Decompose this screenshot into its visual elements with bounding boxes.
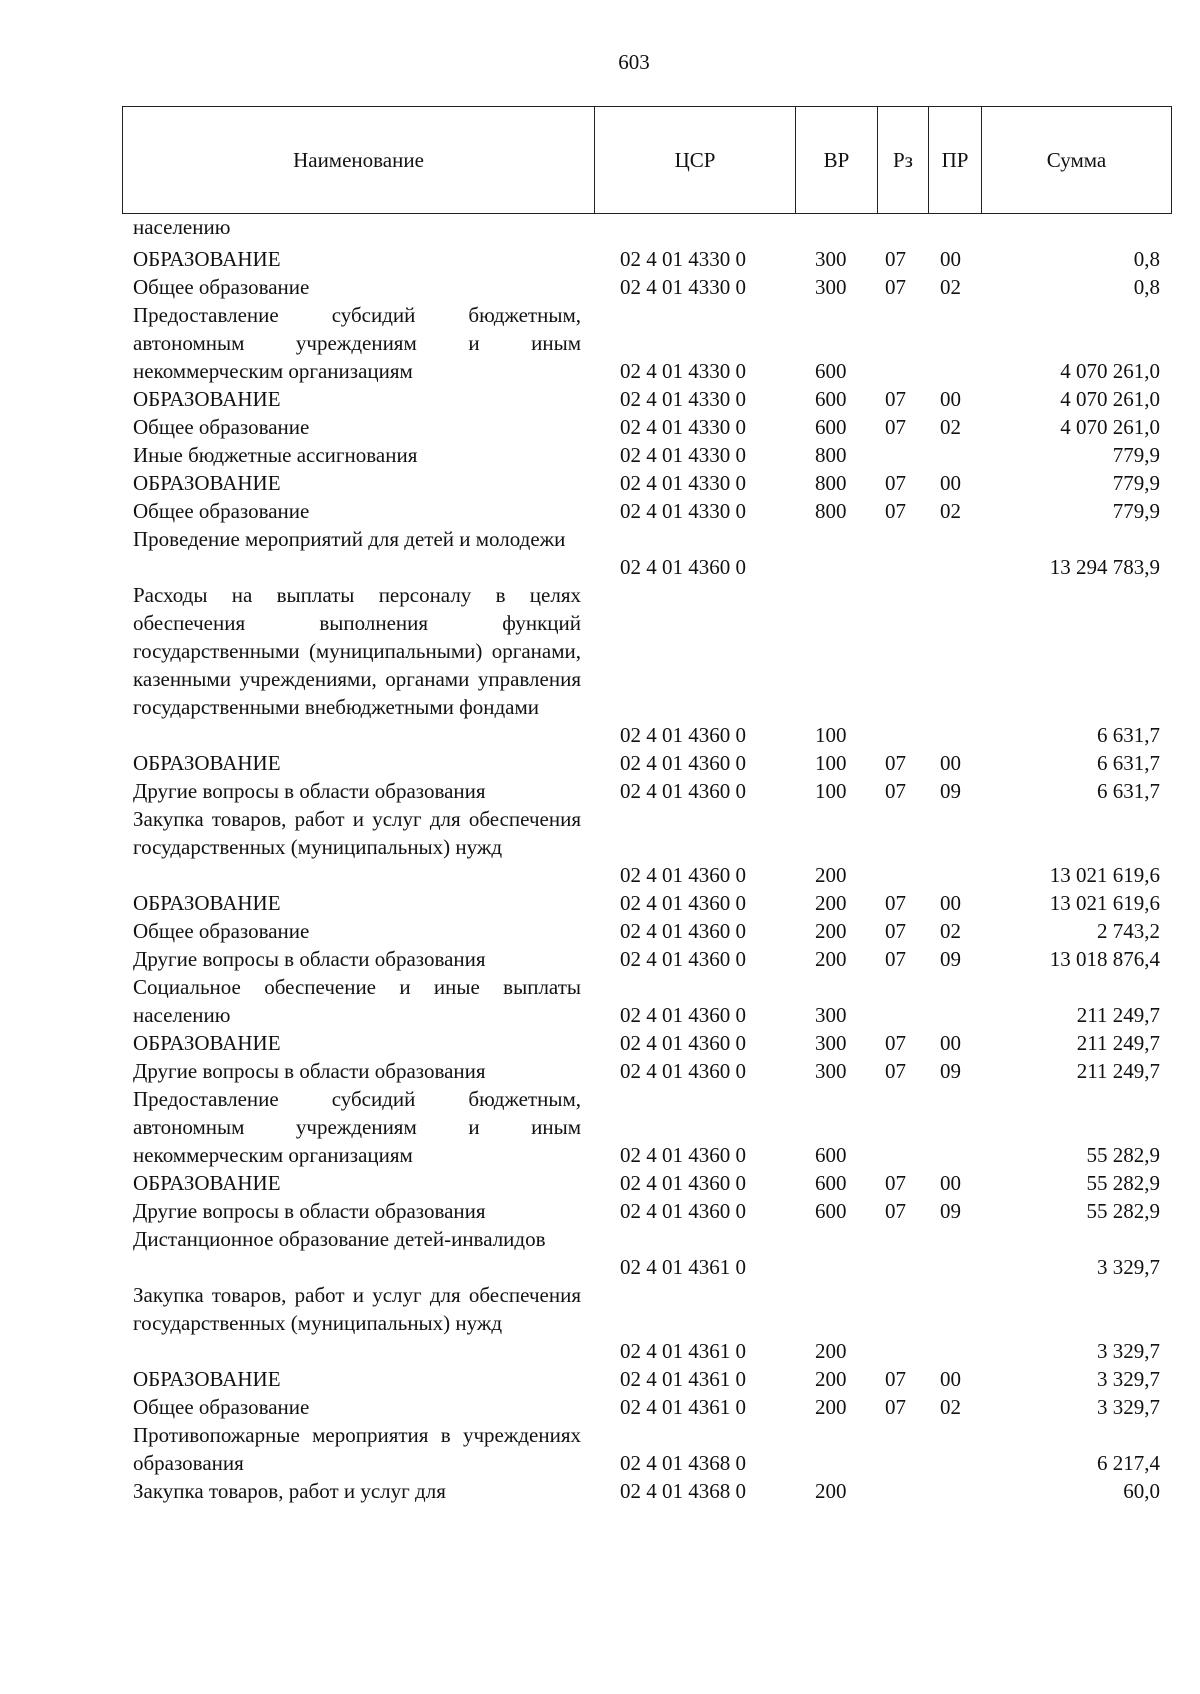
table-row (0, 1393, 1200, 1421)
row-pr: 00 (940, 471, 961, 495)
row-sum: 211 249,7 (1076, 1003, 1160, 1027)
row-rz: 07 (885, 1367, 906, 1391)
row-sum: 779,9 (1112, 443, 1160, 467)
row-csr: 02 4 01 4360 0 (620, 1031, 746, 1055)
row-vr: 200 (815, 1479, 847, 1503)
row-name: Другие вопросы в области образования (133, 1059, 486, 1083)
row-csr: 02 4 01 4360 0 (620, 891, 746, 915)
row-vr: 300 (815, 247, 847, 271)
row-sum: 4 070 261,0 (1060, 387, 1160, 411)
row-pr: 09 (940, 1059, 961, 1083)
row-rz: 07 (885, 1171, 906, 1195)
row-name: Социальное обеспечение и иные выплаты населению (133, 975, 581, 1027)
row-vr: 100 (815, 723, 847, 747)
row-rz: 07 (885, 1395, 906, 1419)
row-csr: 02 4 01 4361 0 (620, 1339, 746, 1363)
row-name: Противопожарные мероприятия в учреждениях образования (133, 1423, 581, 1475)
row-name: Другие вопросы в области образования (133, 947, 486, 971)
row-rz: 07 (885, 275, 906, 299)
row-sum: 3 329,7 (1097, 1395, 1160, 1419)
row-csr: 02 4 01 4330 0 (620, 387, 746, 411)
row-pr: 02 (940, 415, 961, 439)
row-csr: 02 4 01 4360 0 (620, 947, 746, 971)
table-row (0, 581, 1200, 749)
page-number: 603 (618, 50, 650, 74)
row-csr: 02 4 01 4360 0 (620, 1171, 746, 1195)
row-vr: 300 (815, 1059, 847, 1083)
row-csr: 02 4 01 4330 0 (620, 415, 746, 439)
row-name: Общее образование (133, 1395, 310, 1419)
row-sum: 3 329,7 (1097, 1339, 1160, 1363)
row-sum: 0,8 (1133, 247, 1160, 271)
row-pr: 09 (940, 1199, 961, 1223)
row-vr: 800 (815, 443, 847, 467)
row-name: ОБРАЗОВАНИЕ (133, 1171, 281, 1195)
row-name: Предоставление субсидий бюджетным, автономным учреждениям и иным некоммерческим организациям (133, 303, 581, 383)
row-rz: 07 (885, 891, 906, 915)
row-rz: 07 (885, 947, 906, 971)
row-rz: 07 (885, 779, 906, 803)
row-rz: 07 (885, 415, 906, 439)
table-row (0, 217, 1200, 245)
row-csr: 02 4 01 4360 0 (620, 751, 746, 775)
table-row (0, 1057, 1200, 1085)
row-pr: 00 (940, 891, 961, 915)
row-pr: 02 (940, 1395, 961, 1419)
table-row (0, 1281, 1200, 1365)
table-row (0, 917, 1200, 945)
row-csr: 02 4 01 4360 0 (620, 555, 746, 579)
row-rz: 07 (885, 471, 906, 495)
table-row (0, 945, 1200, 973)
row-name: Дистанционное образование детей-инвалидов (133, 1227, 546, 1251)
table-row (0, 1225, 1200, 1281)
row-vr: 200 (815, 947, 847, 971)
row-name: Закупка товаров, работ и услуг для (133, 1479, 446, 1503)
header-pr: ПР (929, 107, 982, 213)
row-vr: 300 (815, 1031, 847, 1055)
row-sum: 13 021 619,6 (1049, 863, 1160, 887)
table-row (0, 301, 1200, 385)
row-csr: 02 4 01 4360 0 (620, 723, 746, 747)
table-row (0, 245, 1200, 273)
row-name: Предоставление субсидий бюджетным, автономным учреждениям и иным некоммерческим организациям (133, 1087, 581, 1167)
row-sum: 55 282,9 (1086, 1171, 1160, 1195)
table-row (0, 1421, 1200, 1477)
row-rz: 07 (885, 1199, 906, 1223)
row-sum: 6 631,7 (1097, 751, 1160, 775)
row-sum: 6 217,4 (1097, 1451, 1160, 1475)
row-pr: 00 (940, 751, 961, 775)
table-row (0, 497, 1200, 525)
row-csr: 02 4 01 4368 0 (620, 1479, 746, 1503)
table-row (0, 1197, 1200, 1225)
row-pr: 00 (940, 1171, 961, 1195)
row-vr: 200 (815, 863, 847, 887)
row-csr: 02 4 01 4330 0 (620, 499, 746, 523)
row-vr: 800 (815, 471, 847, 495)
table-row (0, 385, 1200, 413)
row-pr: 09 (940, 947, 961, 971)
row-name: населению (133, 215, 231, 239)
row-csr: 02 4 01 4330 0 (620, 443, 746, 467)
table-row (0, 889, 1200, 917)
row-sum: 4 070 261,0 (1060, 359, 1160, 383)
table-header (122, 106, 1172, 214)
row-rz: 07 (885, 1059, 906, 1083)
row-pr: 00 (940, 387, 961, 411)
row-csr: 02 4 01 4360 0 (620, 1003, 746, 1027)
row-vr: 200 (815, 1395, 847, 1419)
row-name: Общее образование (133, 275, 310, 299)
row-sum: 13 021 619,6 (1049, 891, 1160, 915)
row-csr: 02 4 01 4360 0 (620, 863, 746, 887)
row-vr: 800 (815, 499, 847, 523)
table-row (0, 273, 1200, 301)
row-name: ОБРАЗОВАНИЕ (133, 751, 281, 775)
row-sum: 6 631,7 (1097, 723, 1160, 747)
row-sum: 779,9 (1112, 471, 1160, 495)
table-row (0, 749, 1200, 777)
row-pr: 02 (940, 499, 961, 523)
row-sum: 3 329,7 (1097, 1255, 1160, 1279)
row-csr: 02 4 01 4360 0 (620, 779, 746, 803)
table-row (0, 1477, 1200, 1505)
row-name: Закупка товаров, работ и услуг для обеспечения государственных (муниципальных) нужд (133, 1283, 581, 1335)
row-csr: 02 4 01 4360 0 (620, 1059, 746, 1083)
row-rz: 07 (885, 919, 906, 943)
row-rz: 07 (885, 499, 906, 523)
row-pr: 02 (940, 919, 961, 943)
row-csr: 02 4 01 4360 0 (620, 1143, 746, 1167)
row-csr: 02 4 01 4330 0 (620, 275, 746, 299)
row-pr: 00 (940, 247, 961, 271)
row-name: ОБРАЗОВАНИЕ (133, 247, 281, 271)
row-name: Общее образование (133, 415, 310, 439)
row-vr: 300 (815, 275, 847, 299)
row-csr: 02 4 01 4360 0 (620, 1199, 746, 1223)
row-pr: 00 (940, 1367, 961, 1391)
row-name: ОБРАЗОВАНИЕ (133, 891, 281, 915)
row-sum: 55 282,9 (1086, 1143, 1160, 1167)
row-sum: 211 249,7 (1076, 1031, 1160, 1055)
row-sum: 4 070 261,0 (1060, 415, 1160, 439)
row-csr: 02 4 01 4361 0 (620, 1395, 746, 1419)
row-rz: 07 (885, 1031, 906, 1055)
row-name: Расходы на выплаты персоналу в целях обеспечения выполнения функций государственными (муниципальными) органами, казенными учреждениями, органами управления государственными внебюджетными фондами (133, 583, 581, 719)
row-name: ОБРАЗОВАНИЕ (133, 387, 281, 411)
row-csr: 02 4 01 4330 0 (620, 247, 746, 271)
row-vr: 600 (815, 1143, 847, 1167)
table-row (0, 469, 1200, 497)
row-rz: 07 (885, 751, 906, 775)
table-row (0, 525, 1200, 581)
row-sum: 2 743,2 (1097, 919, 1160, 943)
row-rz: 07 (885, 387, 906, 411)
row-name: Другие вопросы в области образования (133, 779, 486, 803)
row-sum: 13 294 783,9 (1049, 555, 1160, 579)
row-vr: 200 (815, 1367, 847, 1391)
row-name: Общее образование (133, 499, 310, 523)
row-vr: 100 (815, 751, 847, 775)
header-sum: Сумма (1046, 147, 1107, 172)
row-csr: 02 4 01 4368 0 (620, 1451, 746, 1475)
row-vr: 600 (815, 415, 847, 439)
row-name: Закупка товаров, работ и услуг для обеспечения государственных (муниципальных) нужд (133, 807, 581, 859)
row-sum: 6 631,7 (1097, 779, 1160, 803)
row-name: Проведение мероприятий для детей и молодежи (133, 527, 566, 551)
table-row (0, 1085, 1200, 1169)
table-row (0, 441, 1200, 469)
row-sum: 3 329,7 (1097, 1367, 1160, 1391)
row-csr: 02 4 01 4361 0 (620, 1255, 746, 1279)
row-sum: 211 249,7 (1076, 1059, 1160, 1083)
table-body (0, 217, 1200, 1505)
row-name: ОБРАЗОВАНИЕ (133, 471, 281, 495)
row-sum: 13 018 876,4 (1049, 947, 1160, 971)
row-vr: 100 (815, 779, 847, 803)
row-vr: 200 (815, 919, 847, 943)
row-name: Общее образование (133, 919, 310, 943)
row-name: ОБРАЗОВАНИЕ (133, 1367, 281, 1391)
row-sum: 60,0 (1123, 1479, 1160, 1503)
row-sum: 779,9 (1112, 499, 1160, 523)
row-vr: 600 (815, 1199, 847, 1223)
row-csr: 02 4 01 4360 0 (620, 919, 746, 943)
row-rz: 07 (885, 247, 906, 271)
table-row (0, 413, 1200, 441)
row-pr: 02 (940, 275, 961, 299)
row-vr: 200 (815, 1339, 847, 1363)
row-vr: 600 (815, 359, 847, 383)
row-pr: 09 (940, 779, 961, 803)
row-csr: 02 4 01 4361 0 (620, 1367, 746, 1391)
row-vr: 200 (815, 891, 847, 915)
row-vr: 300 (815, 1003, 847, 1027)
header-rz: Рз (878, 107, 929, 213)
table-row (0, 777, 1200, 805)
table-row (0, 1029, 1200, 1057)
header-csr: ЦСР (595, 107, 796, 213)
row-sum: 0,8 (1133, 275, 1160, 299)
row-pr: 00 (940, 1031, 961, 1055)
row-name: ОБРАЗОВАНИЕ (133, 1031, 281, 1055)
row-sum: 55 282,9 (1086, 1199, 1160, 1223)
table-row (0, 1169, 1200, 1197)
row-name: Иные бюджетные ассигнования (133, 443, 418, 467)
table-row (0, 1365, 1200, 1393)
header-name: Наименование (123, 107, 595, 213)
table-row (0, 973, 1200, 1029)
row-csr: 02 4 01 4330 0 (620, 359, 746, 383)
row-name: Другие вопросы в области образования (133, 1199, 486, 1223)
row-vr: 600 (815, 387, 847, 411)
row-vr: 600 (815, 1171, 847, 1195)
table-row (0, 805, 1200, 889)
row-csr: 02 4 01 4330 0 (620, 471, 746, 495)
header-vr: ВР (796, 107, 878, 213)
